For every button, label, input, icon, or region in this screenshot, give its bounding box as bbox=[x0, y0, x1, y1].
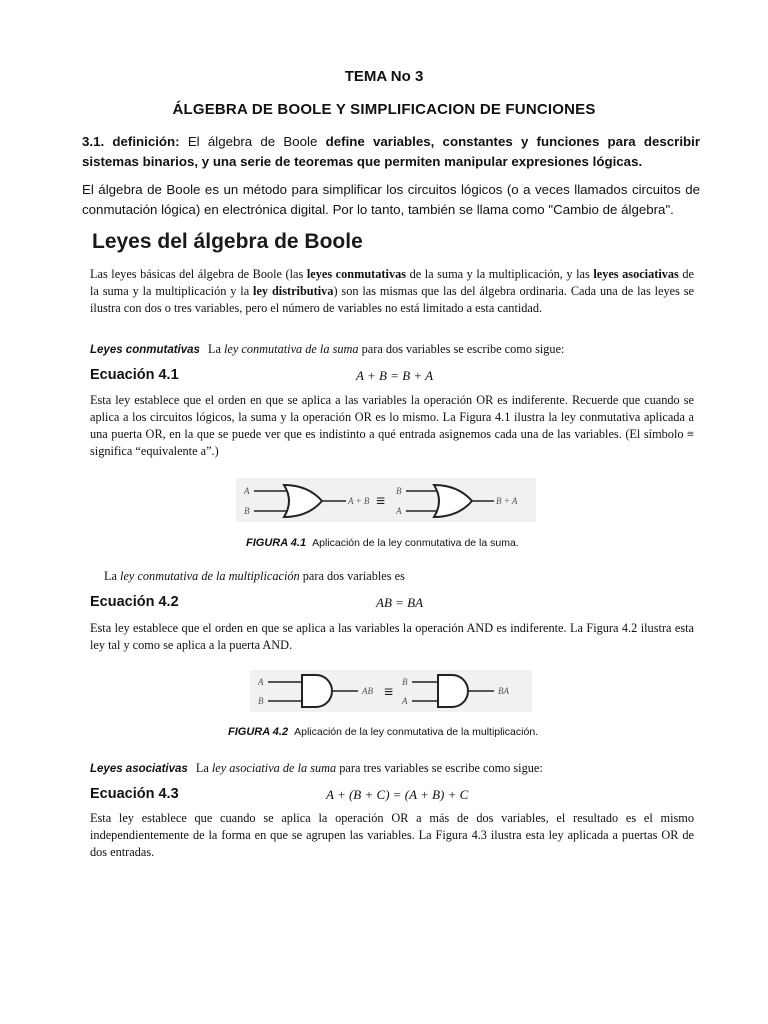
law-tag-associative: Leyes asociativas bbox=[90, 763, 188, 775]
intro-keyword-asociativas: leyes asociativas bbox=[593, 267, 679, 281]
and-gate-diagram bbox=[250, 670, 532, 712]
figure-4-1-caption-text: Aplicación de la ley conmutativa de la suma. bbox=[312, 537, 519, 549]
equation-4-2-expression: AB = BA bbox=[376, 595, 424, 610]
law-tag-commutative: Leyes conmutativas bbox=[90, 344, 200, 356]
law1-post: para dos variables se escribe como sigue: bbox=[358, 342, 565, 356]
equation-4-1-expression: A + B = B + A bbox=[356, 368, 434, 383]
fig2-output-2: BA bbox=[498, 686, 509, 696]
equation-4-3-explanation: Esta ley establece que cuando se aplica la operación OR a más de dos variables, el resultado es el mismo independientemente de la forma en que se agrupen las variables. La Figura 4.3 ilustra esta ley aplicada a puertas OR de dos entradas. bbox=[90, 811, 694, 859]
fig1-input-4: A bbox=[396, 506, 402, 516]
figure-4-1-caption bbox=[246, 537, 519, 549]
intro-keyword-distributiva: ley distributiva bbox=[253, 284, 334, 298]
figure-4-2-label: FIGURA 4.2 bbox=[228, 726, 289, 738]
equation-4-3-expression: A + (B + C) = (A + B) + C bbox=[326, 787, 469, 802]
or-gate-diagram bbox=[236, 478, 536, 522]
law-commutative-mult-heading bbox=[104, 569, 405, 584]
fig1-input-3: B bbox=[396, 486, 402, 496]
intro-keyword-conmutativas: leyes conmutativas bbox=[306, 267, 407, 281]
book-intro-paragraph bbox=[90, 266, 694, 317]
law1-italic: ley conmutativa de la suma bbox=[223, 342, 359, 356]
intro-text-a: Las leyes básicas del álgebra de Boole (las bbox=[90, 267, 307, 281]
law3-post: para tres variables se escribe como sigue: bbox=[336, 761, 543, 775]
intro-text-e: de la suma y la multiplicación y la bbox=[90, 267, 694, 298]
equation-4-1-explanation: Esta ley establece que el orden en que se aplica a las variables la operación OR es indiferente. Recuerde que cuando se aplica a los circuitos lógicos, la suma y la operación OR es lo mismo. La Figura 4.1 ilustra la ley conmutativa aplicada a una puerta OR, en la que se puede ver que es indistinto a qué entrada asignemos cada una de las variables. (El símbolo ≡ significa “equivalente a”.) bbox=[90, 393, 694, 458]
equivalent-symbol-1: ≡ bbox=[376, 493, 386, 510]
fig2-input-3: B bbox=[402, 677, 408, 687]
fig2-input-1: A bbox=[258, 677, 264, 687]
law-associative-heading bbox=[90, 761, 543, 776]
or-gate-shape-1 bbox=[284, 485, 322, 517]
equation-4-3-label: Ecuación 4.3 bbox=[90, 786, 179, 802]
law3-italic: ley asociativa de la suma bbox=[211, 761, 337, 775]
law1-pre: La bbox=[207, 342, 224, 356]
definition-label: 3.1. definición: bbox=[82, 134, 180, 149]
equation-4-2-label: Ecuación 4.2 bbox=[90, 594, 179, 610]
fig1-input-1: A bbox=[244, 486, 250, 496]
law2-post: para dos variables es bbox=[299, 569, 405, 583]
figure-4-1 bbox=[236, 478, 536, 522]
and-gate-shape-2 bbox=[438, 675, 468, 707]
definition-text-2: define variables, constantes y funciones para describir sistemas binarios, y una serie de teoremas que permiten manipular expresiones lógicas. bbox=[82, 134, 701, 169]
figure-4-2 bbox=[250, 670, 532, 712]
fig1-output-2: B + A bbox=[496, 496, 518, 506]
or-gate-shape-2 bbox=[434, 485, 472, 517]
definition-paragraph bbox=[82, 132, 700, 172]
equation-4-2-explanation: Esta ley establece que el orden en que se aplica a las variables la operación AND es indiferente. La Figura 4.2 ilustra esta ley tal y como se aplica a la puerta AND. bbox=[90, 621, 694, 652]
book-section-title: Leyes del álgebra de Boole bbox=[92, 230, 363, 253]
fig1-output-1: A + B bbox=[348, 496, 370, 506]
law3-pre: La bbox=[195, 761, 212, 775]
figure-4-2-caption-text: Aplicación de la ley conmutativa de la multiplicación. bbox=[294, 726, 539, 738]
equivalent-symbol-2: ≡ bbox=[384, 684, 394, 701]
equation-4-1-label: Ecuación 4.1 bbox=[90, 367, 179, 383]
figure-4-2-caption bbox=[228, 726, 538, 738]
figure-4-1-label: FIGURA 4.1 bbox=[246, 537, 307, 549]
fig2-input-4: A bbox=[402, 696, 408, 706]
fig1-input-2: B bbox=[244, 506, 250, 516]
document-title: TEMA No 3 bbox=[344, 68, 424, 85]
law2-italic: ley conmutativa de la multiplicación bbox=[120, 569, 300, 583]
and-gate-shape-1 bbox=[302, 675, 332, 707]
document-subtitle: ÁLGEBRA DE BOOLE Y SIMPLIFICACION DE FUNCIONES bbox=[172, 101, 596, 118]
intro-text-c: de la suma y la multiplicación, y las bbox=[406, 267, 594, 281]
fig2-output-1: AB bbox=[362, 686, 373, 696]
book-excerpt-image bbox=[86, 228, 698, 878]
fig2-input-2: B bbox=[258, 696, 264, 706]
definition-text-1: El álgebra de Boole bbox=[179, 134, 326, 149]
intro-text-g: ) son las mismas que las del álgebra ordinaria. Cada una de las leyes se ilustra con dos o tres variables, pero el número de variables no está limitado a esta cantidad. bbox=[90, 284, 695, 315]
law2-pre: La bbox=[104, 569, 121, 583]
law-commutative-heading bbox=[90, 342, 564, 357]
intro-paragraph: El álgebra de Boole es un método para simplificar los circuitos lógicos (o a veces llamados circuitos de conmutación lógica) en electrónica digital. Por lo tanto, también se llama como "Cambio de álgebra". bbox=[82, 182, 700, 217]
